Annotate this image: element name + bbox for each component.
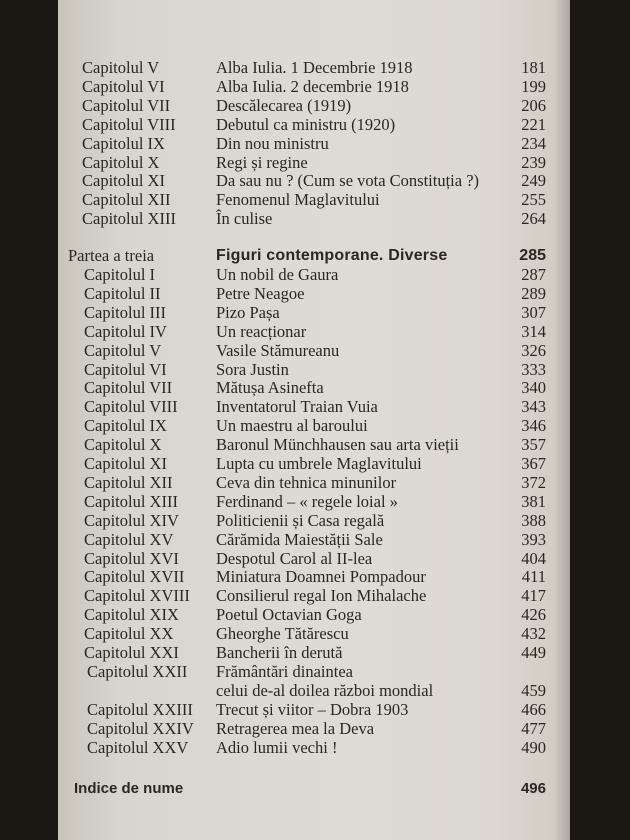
toc-row bbox=[58, 663, 570, 681]
page-number: 426 bbox=[521, 605, 546, 624]
toc-row bbox=[58, 210, 570, 228]
chapter-title: Retragerea mea la Deva bbox=[216, 719, 375, 738]
chapter-title: Lupta cu umbrele Maglavitului bbox=[216, 454, 422, 473]
chapter-number: Capitolul XIX bbox=[84, 605, 179, 624]
page-number: 449 bbox=[521, 643, 546, 662]
chapter-title: Un reacționar bbox=[216, 322, 307, 341]
chapter-number: Capitolul XI bbox=[82, 171, 165, 190]
chapter-title: Debutul ca ministru (1920) bbox=[216, 115, 396, 134]
toc-row bbox=[58, 78, 570, 96]
chapter-title: Un nobil de Gaura bbox=[216, 265, 339, 284]
chapter-title: celui de-al doilea război mondial bbox=[216, 681, 434, 700]
toc-row bbox=[58, 191, 570, 209]
page-number: 490 bbox=[521, 738, 546, 757]
chapter-title: Gheorghe Tătărescu bbox=[216, 624, 349, 643]
chapter-number: Capitolul X bbox=[84, 435, 162, 454]
chapter-title: Consilierul regal Ion Mihalache bbox=[216, 586, 427, 605]
page-number: 393 bbox=[521, 530, 546, 549]
page-number: 221 bbox=[521, 115, 546, 134]
chapter-title: Bancherii în derută bbox=[216, 643, 343, 662]
toc-row bbox=[58, 644, 570, 662]
toc-row bbox=[58, 116, 570, 134]
page-number: 199 bbox=[521, 77, 546, 96]
chapter-number: Capitolul IX bbox=[82, 134, 165, 153]
toc-row bbox=[58, 59, 570, 77]
chapter-title: Alba Iulia. 1 Decembrie 1918 bbox=[216, 58, 413, 77]
toc-row bbox=[58, 285, 570, 303]
page-number: 206 bbox=[521, 96, 546, 115]
chapter-title: Ceva din tehnica minunilor bbox=[216, 473, 397, 492]
toc-row bbox=[58, 587, 570, 605]
toc-row bbox=[58, 379, 570, 397]
toc-row bbox=[58, 361, 570, 379]
chapter-number: Capitolul XV bbox=[84, 530, 174, 549]
page-number: 234 bbox=[521, 134, 546, 153]
chapter-title: Sora Justin bbox=[216, 360, 289, 379]
chapter-title: Cărămida Maiestății Sale bbox=[216, 530, 383, 549]
toc-row bbox=[58, 474, 570, 492]
toc-row bbox=[58, 493, 570, 511]
page-number: 249 bbox=[521, 171, 546, 190]
chapter-number: Capitolul XIII bbox=[82, 209, 176, 228]
toc-row bbox=[58, 550, 570, 568]
chapter-title: Miniatura Doamnei Pompadour bbox=[216, 567, 426, 586]
chapter-title: Regi și regine bbox=[216, 153, 308, 172]
chapter-number: Capitolul XXII bbox=[87, 662, 188, 681]
chapter-title: Trecut și viitor – Dobra 1903 bbox=[216, 700, 409, 719]
toc-row bbox=[58, 97, 570, 115]
toc-row bbox=[58, 512, 570, 530]
page-number: 388 bbox=[521, 511, 546, 530]
chapter-number: Capitolul XII bbox=[82, 190, 171, 209]
page-number: 255 bbox=[521, 190, 546, 209]
page-number: 372 bbox=[521, 473, 546, 492]
page-number: 466 bbox=[521, 700, 546, 719]
chapter-number: Capitolul X bbox=[82, 153, 160, 172]
chapter-number: Capitolul IV bbox=[84, 322, 167, 341]
chapter-number: Capitolul VII bbox=[82, 96, 171, 115]
chapter-title: Un maestru al baroului bbox=[216, 416, 368, 435]
page-number: 496 bbox=[520, 780, 546, 797]
chapter-title: Fenomenul Maglavitului bbox=[216, 190, 380, 209]
page-number: 367 bbox=[521, 454, 546, 473]
page-number: 285 bbox=[519, 247, 546, 264]
page-number: 181 bbox=[521, 58, 546, 77]
toc-row bbox=[58, 172, 570, 190]
toc-row bbox=[58, 154, 570, 172]
chapter-number: Capitolul XVII bbox=[84, 567, 185, 586]
chapter-title: Descălecarea (1919) bbox=[216, 96, 352, 115]
page-number: 287 bbox=[521, 265, 546, 284]
chapter-title: Poetul Octavian Goga bbox=[216, 605, 362, 624]
chapter-number: Capitolul XIII bbox=[84, 492, 178, 511]
toc-row bbox=[58, 436, 570, 454]
toc-row bbox=[58, 455, 570, 473]
chapter-number: Capitolul XXIII bbox=[87, 700, 193, 719]
chapter-number: Capitolul XIV bbox=[84, 511, 179, 530]
chapter-title: Petre Neagoe bbox=[216, 284, 305, 303]
page-number: 340 bbox=[521, 378, 546, 397]
page-number: 264 bbox=[521, 209, 546, 228]
book-page bbox=[58, 0, 570, 840]
page-number: 417 bbox=[521, 586, 546, 605]
part-heading bbox=[58, 247, 570, 265]
chapter-title: Pizo Pașa bbox=[216, 303, 280, 322]
page-number: 404 bbox=[521, 549, 546, 568]
page-number: 411 bbox=[521, 567, 546, 586]
page-number: 326 bbox=[521, 341, 546, 360]
toc-row bbox=[58, 531, 570, 549]
part-label: Partea a treia bbox=[68, 246, 155, 265]
page-number: 357 bbox=[521, 435, 546, 454]
toc-row bbox=[58, 135, 570, 153]
toc-row bbox=[58, 304, 570, 322]
chapter-title: Ferdinand – « regele loial » bbox=[216, 492, 398, 511]
part-title: Figuri contemporane. Diverse bbox=[216, 247, 448, 264]
chapter-title: Din nou ministru bbox=[216, 134, 329, 153]
chapter-number: Capitolul XX bbox=[84, 624, 174, 643]
toc-row bbox=[58, 417, 570, 435]
toc-row bbox=[58, 682, 570, 700]
toc-row bbox=[58, 342, 570, 360]
page-number: 289 bbox=[521, 284, 546, 303]
chapter-number: Capitolul VI bbox=[82, 77, 165, 96]
chapter-number: Capitolul V bbox=[82, 58, 160, 77]
chapter-title: Despotul Carol al II-lea bbox=[216, 549, 373, 568]
chapter-title: Frământări dinaintea bbox=[216, 662, 353, 681]
chapter-number: Capitolul II bbox=[84, 284, 161, 303]
toc-row bbox=[58, 739, 570, 757]
chapter-title: Baronul Münchhausen sau arta vieții bbox=[216, 435, 459, 454]
chapter-number: Capitolul IX bbox=[84, 416, 167, 435]
toc-row bbox=[58, 606, 570, 624]
chapter-number: Capitolul I bbox=[84, 265, 156, 284]
toc-row bbox=[58, 398, 570, 416]
chapter-number: Capitolul VIII bbox=[82, 115, 176, 134]
toc-row bbox=[58, 266, 570, 284]
toc-row bbox=[58, 720, 570, 738]
index-heading bbox=[58, 780, 570, 798]
chapter-number: Capitolul XVI bbox=[84, 549, 179, 568]
chapter-title: Politicienii și Casa regală bbox=[216, 511, 385, 530]
page-number: 239 bbox=[521, 153, 546, 172]
chapter-number: Capitolul XI bbox=[84, 454, 167, 473]
chapter-number: Capitolul XXV bbox=[87, 738, 189, 757]
chapter-number: Capitolul XXI bbox=[84, 643, 179, 662]
chapter-number: Capitolul V bbox=[84, 341, 162, 360]
page-number: 333 bbox=[521, 360, 546, 379]
toc-row bbox=[58, 701, 570, 719]
chapter-number: Capitolul XVIII bbox=[84, 586, 190, 605]
page-number: 307 bbox=[521, 303, 546, 322]
chapter-number: Capitolul XII bbox=[84, 473, 173, 492]
chapter-number: Capitolul VI bbox=[84, 360, 167, 379]
index-label: Indice de nume bbox=[74, 780, 184, 797]
page-number: 346 bbox=[521, 416, 546, 435]
page-number: 459 bbox=[521, 681, 546, 700]
toc-row bbox=[58, 625, 570, 643]
chapter-title: Inventatorul Traian Vuia bbox=[216, 397, 378, 416]
page-number: 343 bbox=[521, 397, 546, 416]
chapter-title: Alba Iulia. 2 decembrie 1918 bbox=[216, 77, 409, 96]
page-number: 314 bbox=[521, 322, 546, 341]
chapter-number: Capitolul VII bbox=[84, 378, 173, 397]
page-number: 381 bbox=[521, 492, 546, 511]
page-number: 477 bbox=[521, 719, 546, 738]
chapter-title: Adio lumii vechi ! bbox=[216, 738, 338, 757]
chapter-title: Mătușa Asinefta bbox=[216, 378, 324, 397]
chapter-title: În culise bbox=[216, 209, 273, 228]
chapter-number: Capitolul XXIV bbox=[87, 719, 194, 738]
chapter-title: Da sau nu ? (Cum se vota Constituția ?) bbox=[216, 171, 480, 190]
chapter-number: Capitolul III bbox=[84, 303, 167, 322]
chapter-number: Capitolul VIII bbox=[84, 397, 178, 416]
chapter-title: Vasile Stămureanu bbox=[216, 341, 340, 360]
toc-row bbox=[58, 323, 570, 341]
toc-row bbox=[58, 568, 570, 586]
page-number: 432 bbox=[521, 624, 546, 643]
